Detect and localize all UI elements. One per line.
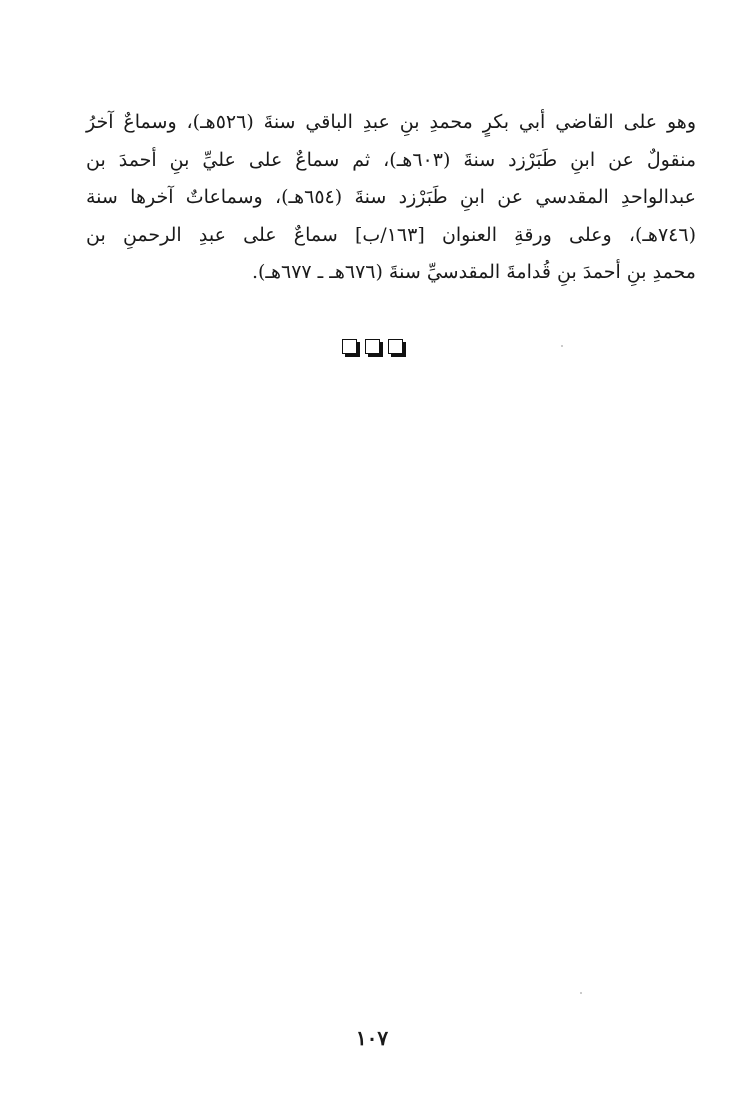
- text-line-1: وهو على القاضي أبي بكرٍ محمدِ بنِ عبدِ الباقي سنةَ (٥٢٦هـ)، وسماعٌ آخرُ: [86, 111, 696, 133]
- square-ornament-icon: [365, 339, 380, 354]
- text-line-4: (٧٤٦هـ)، وعلى ورقةِ العنوان [١٦٣/ب] سماعٌ على عبدِ الرحمنِ بن: [86, 223, 696, 246]
- section-divider-ornament: [0, 339, 744, 354]
- scan-speck: [561, 345, 563, 347]
- text-line-5: محمدِ بنِ أحمدَ بنِ قُدامةَ المقدسيِّ سنةَ (٦٧٦هـ ـ ٦٧٧هـ).: [251, 261, 696, 283]
- square-ornament-icon: [388, 339, 403, 354]
- scan-speck: [580, 992, 582, 994]
- body-paragraph: [86, 104, 696, 292]
- page-number: ١٠٧: [355, 1026, 389, 1050]
- text-line-3: عبدالواحدِ المقدسي عن ابنِ طَبَرْزد سنةَ (٦٥٤هـ)، وسماعاتٌ آخرها سنة: [86, 186, 696, 208]
- text-line-2: منقولٌ عن ابنِ طَبَرْزد سنةَ (٦٠٣هـ)، ثم سماعٌ على عليِّ بنِ أحمدَ بن: [86, 148, 696, 171]
- square-ornament-icon: [342, 339, 357, 354]
